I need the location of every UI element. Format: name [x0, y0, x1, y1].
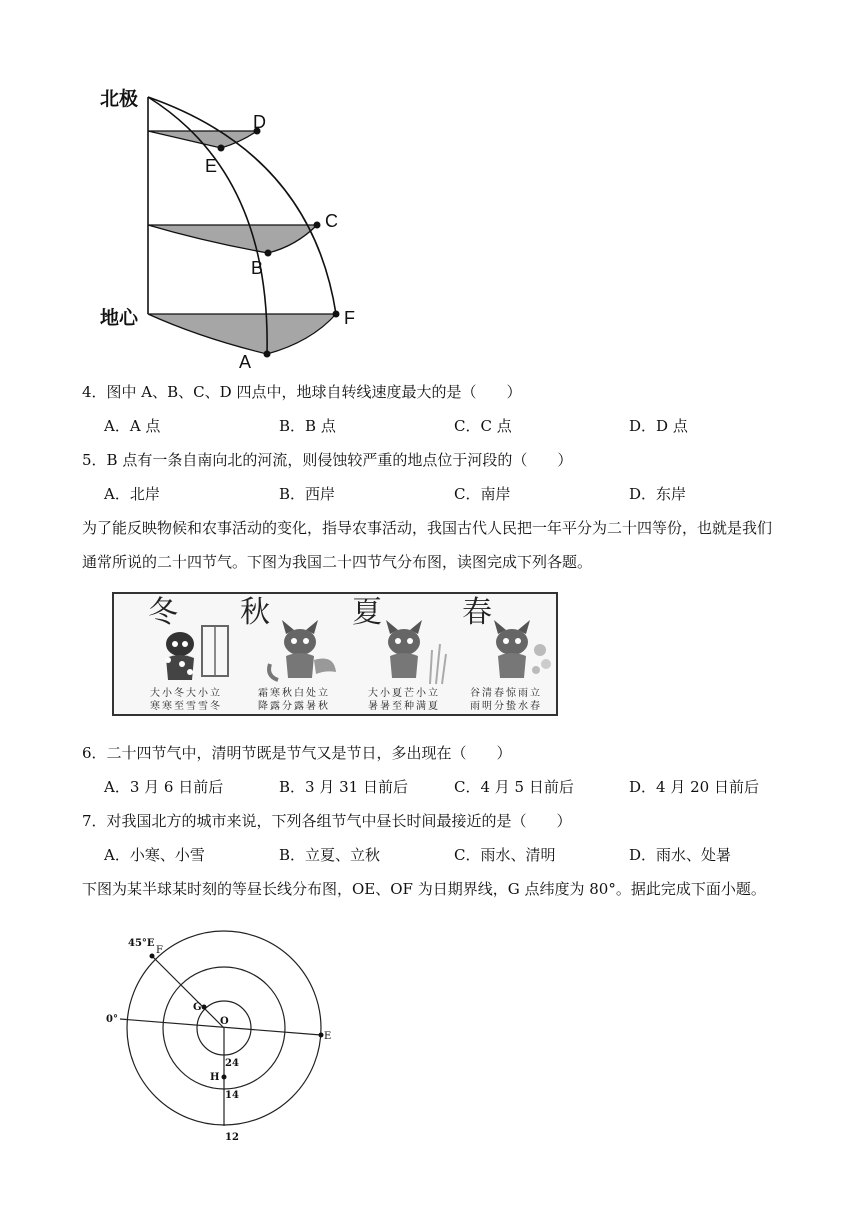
line-o-f [152, 956, 224, 1028]
question-6-option-c[interactable]: C．4 月 5 日前后 [454, 778, 574, 796]
summer-terms-top: 大小夏芒小立 [368, 688, 440, 699]
point-g-dot [202, 1005, 207, 1010]
question-4-option-b[interactable]: B．B 点 [279, 417, 336, 435]
point-e-label: E [205, 156, 218, 176]
question-6-option-d[interactable]: D．4 月 20 日前后 [629, 778, 759, 796]
season-summer: 夏 [352, 595, 382, 630]
question-6-stem: 6．二十四节气中，清明节既是节气又是节日，多出现在（ ） [82, 744, 512, 762]
label-12: 12 [225, 1132, 239, 1143]
daylength-intro-line-1: 下图为某半球某时刻的等昼长线分布图，OE、OF 为日期界线，G 点纬度为 80°。据此完成下面小题。 [82, 880, 766, 898]
label-g: G [193, 1002, 202, 1013]
spring-mascot-icon [476, 620, 556, 686]
question-7-stem: 7．对我国北方的城市来说，下列各组节气中昼长时间最接近的是（ ） [82, 812, 572, 830]
center-label: 地心 [100, 307, 139, 329]
spring-terms-bottom: 雨明分蛰水春 [470, 701, 542, 712]
point-d-label: D [253, 112, 266, 132]
winter-terms-top: 大小冬大小立 [150, 688, 222, 699]
point-e-dot [319, 1033, 324, 1038]
point-a-label: A [239, 352, 252, 372]
question-7-option-a[interactable]: A．小寒、小雪 [104, 846, 205, 864]
point-h-dot [222, 1075, 227, 1080]
point-c-dot [314, 222, 321, 229]
winter-terms-bottom: 寒寒至雪雪冬 [150, 701, 222, 712]
question-4-option-d[interactable]: D．D 点 [629, 417, 688, 435]
question-7-option-b[interactable]: B．立夏、立秋 [279, 846, 381, 864]
point-f-dot [333, 311, 340, 318]
question-6-option-b[interactable]: B．3 月 31 日前后 [279, 778, 408, 796]
point-c-label: C [325, 211, 338, 231]
solar-terms-banner [112, 592, 558, 716]
question-7-option-c[interactable]: C．雨水、清明 [454, 846, 556, 864]
point-e-dot [218, 145, 225, 152]
question-4-stem: 4．图中 A、B、C、D 四点中，地球自转线速度最大的是（ ） [82, 383, 522, 401]
question-5-option-b[interactable]: B．西岸 [279, 485, 336, 503]
solar-terms-intro-line-1: 为了能反映物候和农事活动的变化，指导农事活动，我国古代人民把一年平分为二十四等份，也就是我们 [82, 519, 773, 537]
label-0-degree: 0° [106, 1014, 118, 1025]
question-4-option-a[interactable]: A．A 点 [104, 417, 161, 435]
question-7-option-d[interactable]: D．雨水、处暑 [629, 846, 732, 864]
point-b-dot [265, 250, 272, 257]
question-5-option-a[interactable]: A．北岸 [104, 485, 160, 503]
label-14: 14 [225, 1090, 239, 1101]
point-f-label: F [344, 308, 355, 328]
label-24: 24 [225, 1058, 239, 1069]
autumn-mascot-icon [264, 620, 344, 686]
shaded-plane-c [148, 225, 317, 253]
question-5-option-c[interactable]: C．南岸 [454, 485, 511, 503]
shaded-plane-f [148, 314, 336, 354]
spring-terms-top: 谷清春惊雨立 [470, 688, 542, 699]
label-45e: 45°E [128, 938, 155, 949]
label-h: H [210, 1072, 220, 1083]
question-4-option-c[interactable]: C．C 点 [454, 417, 512, 435]
earth-profile-diagram [96, 84, 376, 374]
point-f-dot [150, 954, 155, 959]
season-spring: 春 [462, 595, 492, 630]
winter-mascot-icon [152, 624, 232, 686]
pole-label: 北极 [100, 88, 139, 110]
label-f: F [156, 945, 163, 956]
label-o: O [220, 1016, 229, 1027]
question-5-option-d[interactable]: D．东岸 [629, 485, 687, 503]
autumn-terms-bottom: 降露分露暑秋 [258, 701, 330, 712]
summer-mascot-icon [372, 620, 456, 686]
question-5-stem: 5．B 点有一条自南向北的河流，则侵蚀较严重的地点位于河段的（ ） [82, 451, 573, 469]
point-b-label: B [251, 258, 264, 278]
solar-terms-intro-line-2: 通常所说的二十四节气。下图为我国二十四节气分布图，读图完成下列各题。 [82, 553, 593, 571]
season-autumn: 秋 [240, 595, 270, 630]
question-6-option-a[interactable]: A．3 月 6 日前后 [104, 778, 224, 796]
label-e: E [324, 1031, 332, 1042]
summer-terms-bottom: 暑暑至种满夏 [368, 701, 440, 712]
season-winter: 冬 [148, 595, 178, 630]
daylength-contour-diagram [100, 930, 350, 1152]
point-a-dot [264, 351, 271, 358]
autumn-terms-top: 霜寒秋白处立 [258, 688, 330, 699]
